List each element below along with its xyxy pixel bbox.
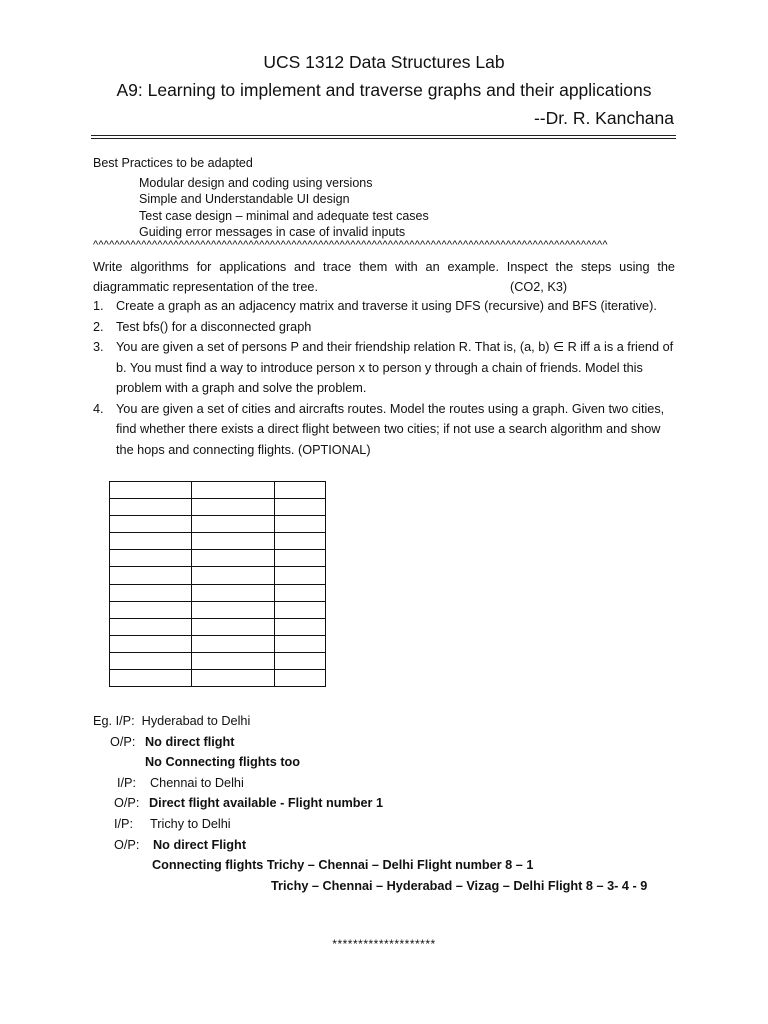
table-cell — [192, 670, 275, 687]
task-number: 3. — [93, 340, 104, 354]
eg-label: Eg. I/P: — [93, 714, 135, 728]
example-input: Hyderabad to Delhi — [141, 714, 251, 728]
example-output: No direct flight — [145, 734, 235, 749]
table-cell — [275, 499, 326, 516]
task-item — [93, 317, 675, 338]
table-cell — [275, 618, 326, 635]
table-cell — [110, 618, 192, 635]
example-row — [93, 793, 693, 814]
best-practice-item: Guiding error messages in case of invalid inputs — [139, 224, 406, 239]
table-row — [110, 567, 326, 584]
table-cell — [110, 584, 192, 601]
intro-paragraph — [93, 258, 675, 297]
best-practice-item: Test case design – minimal and adequate test cases — [139, 208, 429, 223]
task-item — [93, 399, 675, 461]
output-label: O/P: — [110, 734, 136, 749]
table-row — [110, 584, 326, 601]
table-cell — [110, 567, 192, 584]
table-cell — [110, 550, 192, 567]
example-row — [93, 732, 693, 753]
table-cell — [110, 516, 192, 533]
course-outcome-tag: (CO2, K3) — [510, 279, 568, 294]
table-cell — [275, 584, 326, 601]
table-cell — [192, 567, 275, 584]
table-cell — [192, 635, 275, 652]
table-cell — [275, 635, 326, 652]
table-cell — [110, 533, 192, 550]
table-cell — [192, 618, 275, 635]
table-row — [110, 670, 326, 687]
author-line: --Dr. R. Kanchana — [533, 108, 674, 128]
intro-line-2-text: diagrammatic representation of the tree. — [93, 279, 318, 294]
output-label: O/P: — [114, 796, 140, 811]
assignment-title: A9: Learning to implement and traverse graphs and their applications — [116, 80, 652, 100]
task-text: You are given a set of persons P and their friendship relation R. That is, (a, b) ∈ R iff a is a friend of b. You must find a way to introduce person x to person y through a chain of friends. Model this problem with a graph and solve the problem. — [116, 340, 674, 395]
course-title: UCS 1312 Data Structures Lab — [263, 52, 505, 72]
task-list — [93, 296, 675, 460]
task-number: 4. — [93, 401, 104, 416]
table-row — [110, 652, 326, 669]
example-row — [93, 773, 693, 794]
table-cell — [110, 601, 192, 618]
table-row — [110, 635, 326, 652]
example-section — [93, 711, 693, 896]
table-cell — [192, 533, 275, 550]
task-text: You are given a set of cities and aircrafts routes. Model the routes using a graph. Given two cities, find whether there exists a direct flight between two cities; if not use a search algorithm and show the hops and connecting flights. (OPTIONAL) — [116, 401, 665, 457]
title-rule-bottom — [91, 138, 676, 139]
table-cell — [110, 670, 192, 687]
empty-route-table — [109, 481, 326, 687]
example-row — [93, 752, 693, 773]
table-cell — [110, 652, 192, 669]
table-cell — [192, 499, 275, 516]
table-row — [110, 550, 326, 567]
input-label: I/P: — [114, 816, 134, 831]
table-row — [110, 516, 326, 533]
table-cell — [275, 601, 326, 618]
output-label: O/P: — [114, 837, 140, 852]
table-cell — [192, 652, 275, 669]
task-text: Test bfs() for a disconnected graph — [116, 319, 312, 334]
table-cell — [192, 601, 275, 618]
task-item — [93, 337, 675, 399]
example-input: Trichy to Delhi — [150, 816, 231, 831]
table-row — [110, 533, 326, 550]
example-row — [93, 711, 693, 732]
example-output: Trichy – Chennai – Hyderabad – Vizag – Delhi Flight 8 – 3- 4 - 9 — [271, 878, 648, 893]
best-practices-list — [139, 175, 429, 240]
table-row — [110, 482, 326, 499]
table-cell — [275, 652, 326, 669]
example-input: Chennai to Delhi — [150, 775, 244, 790]
table-cell — [275, 670, 326, 687]
table-cell — [275, 567, 326, 584]
best-practice-item: Simple and Understandable UI design — [139, 192, 350, 207]
task-number: 1. — [93, 299, 104, 313]
example-output: Direct flight available - Flight number 1 — [149, 796, 384, 811]
best-practices-title: Best Practices to be adapted — [93, 156, 253, 170]
footer-stars: ******************** — [332, 937, 436, 951]
task-item — [93, 296, 675, 317]
intro-line-2 — [93, 278, 675, 298]
task-text: Create a graph as an adjacency matrix and traverse it using DFS (recursive) and BFS (iterative). — [116, 299, 657, 313]
example-row — [93, 855, 693, 876]
table-cell — [275, 516, 326, 533]
table-cell — [192, 584, 275, 601]
table-cell — [192, 516, 275, 533]
table-row — [110, 618, 326, 635]
table-cell — [275, 550, 326, 567]
table-cell — [275, 533, 326, 550]
table-cell — [192, 482, 275, 499]
table-row — [110, 499, 326, 516]
table-cell — [192, 550, 275, 567]
best-practice-item: Modular design and coding using versions — [139, 176, 373, 190]
title-rule-top — [91, 135, 676, 136]
task-number: 2. — [93, 319, 104, 334]
example-row — [93, 835, 693, 856]
example-output: No Connecting flights too — [145, 755, 301, 770]
example-row — [93, 814, 693, 835]
input-label: I/P: — [117, 775, 137, 790]
example-output: Connecting flights Trichy – Chennai – Delhi Flight number 8 – 1 — [152, 858, 534, 873]
example-output: No direct Flight — [153, 837, 247, 852]
table-row — [110, 601, 326, 618]
table-cell — [110, 499, 192, 516]
table-cell — [110, 635, 192, 652]
table-cell — [275, 482, 326, 499]
example-row — [93, 876, 693, 897]
caret-separator: ^^^^^^^^^^^^^^^^^^^^^^^^^^^^^^^^^^^^^^^^^^^^^^^^^^^^^^^^^^^^^^^^^^^^^^^^^^^^^^^^^^^^^^^^^^^^^^^^ — [93, 239, 608, 251]
intro-line-1: Write algorithms for applications and trace them with an example. Inspect the steps using the — [93, 260, 675, 274]
table-cell — [110, 482, 192, 499]
